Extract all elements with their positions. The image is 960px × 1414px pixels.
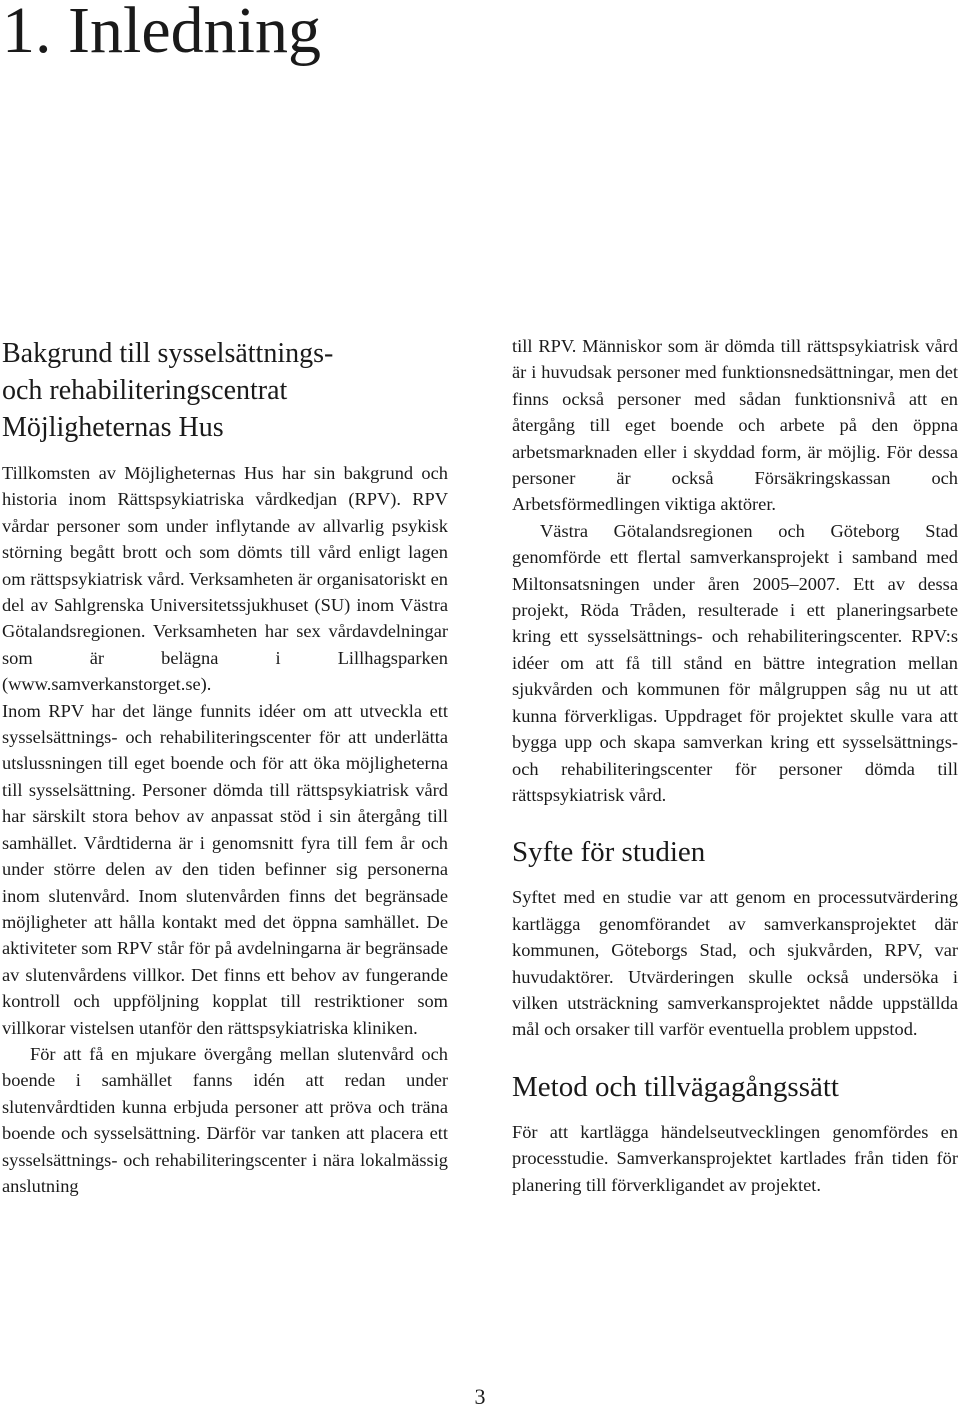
paragraph: För att få en mjukare övergång mellan slutenvård och boende i samhället fanns idén att redan under slutenvårdtiden kunna erbjuda personer att pröva och träna boende och sysselsättning. Därför var tanken att placera ett sysselsättnings- och rehabiliteringscenter i nära lokalmässig anslutning — [2, 1043, 448, 1196]
right-column — [512, 333, 958, 1198]
paragraph: Inom RPV har det länge funnits idéer om att utveckla ett sysselsättnings- och rehabiliteringscenter för att underlätta utslussningen till eget boende och för att öka möjligheterna till sysselsättning. Personer dömda till rättspsykiatrisk vård har särskilt stora behov av anpassat stöd i sin återgång till samhället. Vårdtiderna är i genomsnitt fyra till fem år och under större delen av den tiden befinner sig personerna inom slutenvård. Inom slutenvården finns det begränsade möjligheter att hålla kontakt med det öppna samhället. De aktiviteter som RPV står för på avdelningarna är begränsade av slutenvårdens villkor. Det finns ett behov av fungerande kontroll och uppföljning kopplat till restriktioner som villkorar vistelsen utanför den rättspsykiatriska kliniken. — [2, 700, 448, 1038]
paragraph: till RPV. Människor som är dömda till rättspsykiatrisk vård är i huvudsak personer med funktionsnedsättningar, men det finns också personer med sådan funktionsnivå att en återgång till eget boende och arbete på den öppna arbetsmarknaden eller i skyddad form, är möjlig. För dessa personer är också Försäkringskassan och Arbetsförmedlingen viktiga aktörer. — [512, 336, 958, 515]
chapter-title: 1. Inledning — [2, 0, 321, 67]
paragraph: För att kartlägga händelseutvecklingen genomfördes en processtudie. Samverkansprojektet kartlades från tiden för planering till förverkligandet av projektet. — [512, 1121, 958, 1195]
heading-line: Möjligheternas Hus — [2, 412, 224, 443]
page-number: 3 — [474, 1384, 486, 1409]
heading-line: Bakgrund till sysselsättnings- — [2, 338, 334, 369]
paragraph: Syftet med en studie var att genom en processutvärdering kartlägga genomförandet av samverkansprojektet där kommunen, Göteborgs Stad, och sjukvården, RPV, var huvudaktörer. Utvärderingen skulle också undersöka i vilken utsträckning samverkansprojektet nådde uppställda mål och orsaker till varför eventuella problem uppstod. — [512, 887, 958, 1040]
section-heading-bakgrund — [2, 335, 448, 446]
section-heading-syfte: Syfte för studien — [512, 836, 706, 869]
section-heading-metod: Metod och tillvägagångssätt — [512, 1070, 839, 1103]
paragraph: Västra Götalandsregionen och Göteborg Stad genomförde ett flertal samverkansprojekt i samband med Miltonsatsningen under åren 2005–2007. Ett av dessa projekt, Röda Tråden, resulterade i ett planeringsarbete kring ett sysselsättnings- och rehabiliteringscenter. RPV:s idéer om att få till stånd en bättre integration mellan sjukvården och kommunen för målgruppen såg nu ut att kunna förverkligas. Uppdraget för projektet skulle vara att bygga upp och skapa samverkan kring ett sysselsättnings- och rehabiliteringscenter för personer dömda till rättspsykiatrisk vård. — [512, 520, 958, 805]
heading-line: och rehabiliteringscentrat — [2, 375, 288, 406]
left-column — [2, 335, 448, 1199]
paragraph: Tillkomsten av Möjligheternas Hus har sin bakgrund och historia inom Rättspsykiatriska vårdkedjan (RPV). RPV vårdar personer som under inflytande av allvarlig psykisk störning begått brott och som dömts till vård enligt lagen om rättspsykiatrisk vård. Verksamheten är organisatoriskt en del av Sahlgrenska Universitetssjukhuset (SU) inom Västra Götalandsregionen. Verksamheten har sex vårdavdelningar som är belägna i Lillhagsparken (www.samverkanstorget.se). — [2, 463, 448, 695]
